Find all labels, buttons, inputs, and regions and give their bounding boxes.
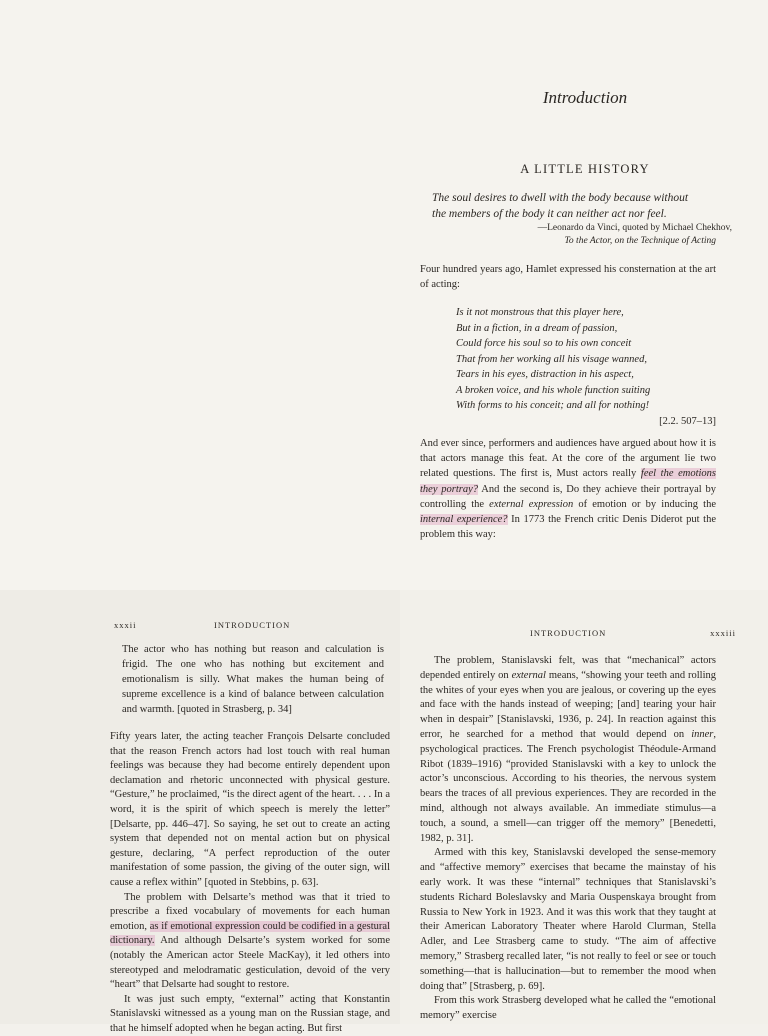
left-page-body	[110, 730, 390, 1036]
poem-line: With forms to his conceit; and all for nothing!	[456, 400, 650, 411]
epigraph-attribution: —Leonardo da Vinci, quoted by Michael Chekhov,	[537, 223, 732, 233]
page-number: xxxiii	[710, 628, 736, 638]
running-head: INTRODUCTION	[530, 628, 607, 638]
poem-reference: [2.2. 507–13]	[659, 415, 716, 427]
paragraph: From this work Strasberg developed what he called the “emotional memory” exercise	[420, 995, 716, 1022]
running-head: INTRODUCTION	[214, 620, 291, 630]
paragraph-intro: Four hundred years ago, Hamlet expressed his consternation at the art of acting:	[420, 264, 716, 291]
highlight: feel the emotions they portray?	[420, 468, 717, 495]
poem-line: That from her working all his visage wanned,	[456, 353, 647, 365]
poem-line: Could force his soul so to his own conceit	[456, 338, 632, 349]
paragraph: It was just such empty, “external” acting that Konstantin Stanislavski witnessed as a young man on the Russian stage, and that he himself adopted when he began acting. But first	[110, 993, 390, 1034]
epigraph	[432, 190, 732, 248]
paragraph-questions: And ever since, performers and audiences have argued about how it is that actors manage this feat. At the core of the argument lie two related questions. The first is, Must actors really feel the emotions they portray? And the second is, Do they achieve their portrayal by controlling the external expression of emotion or by inducing the internal experience? In 1773 the French critic Denis Diderot put the problem this way:	[420, 438, 717, 541]
epigraph-line: The soul desires to dwell with the body because without	[432, 192, 689, 204]
paragraph: The problem, Stanislavski felt, was that “mechanical” actors depended entirely on external means, “showing your teeth and rolling the whites of your eyes when you are jealous, or covering up the eyes and face with the hands instead of weeping; [and] tearing your hair when in despair” [Stanislavski, 1936, p. 24]. In reaction against this error, he searched for a method that would depend on inner, psychological practices. The French psychologist Théodule-Armand Ribot (1839–1916) “provided Stanislavski with a key to unlock the actor’s unconscious. According to his theories, the nervous system bears the traces of all previous experiences. They are recorded in the mind, although not always available. An immediate stimulus—a touch, a sound, a smell—can trigger off the memory” [Benedetti, 1982, p. 31].	[420, 655, 716, 844]
paragraph: The problem with Delsarte’s method was that it tried to prescribe a fixed vocabulary of movements for each human emotion, as if emotional expression could be codified in a gestural dictionary. And although Delsarte’s system worked for some (notably the American actor Steele MacKay), it led others into stereotyped and melodramatic gesticulation, devoid of the very “heart” that Delsarte had sought to restore.	[110, 891, 390, 991]
poem-line: Tears in his eyes, distraction in his aspect,	[456, 369, 634, 380]
highlight: as if emotional expression could be codified in a gestural dictionary.	[110, 920, 390, 947]
hamlet-quote	[456, 305, 716, 429]
section-heading: A LITTLE HISTORY	[520, 162, 650, 176]
poem-line: But in a fiction, in a dream of passion,	[456, 322, 618, 334]
poem-line: Is it not monstrous that this player here,	[456, 307, 624, 318]
epigraph-source: To the Actor, on the Technique of Acting	[564, 236, 716, 246]
poem-line: A broken voice, and his whole function suiting	[456, 384, 651, 396]
page-number: xxxii	[114, 620, 137, 630]
highlight: internal experience?	[420, 514, 508, 526]
diderot-quote: The actor who has nothing but reason and calculation is frigid. The one who has nothing but excitement and emotionalism is silly. What makes the human being of supreme excellence is a kind of balance between calculation and warmth. [quoted in Strasberg, p. 34]	[122, 644, 384, 715]
right-page-body	[420, 654, 716, 1024]
epigraph-line: the members of the body it can neither act nor feel.	[432, 208, 667, 220]
paragraph: Fifty years later, the acting teacher François Delsarte concluded that the reason French actors had lost touch with real human feelings was because they had become entirely dependent upon declamation and rhetoric unconnected with physical gesture. “Gesture,” he proclaimed, “is the direct agent of the heart. . . . In a word, it is the spirit of which speech is merely the letter” [Delsarte, pp. 446–47]. So saying, he set out to create an acting system that depended not on mental action but on physical gesture, declaring, “A perfect reproduction of the outer manifestation of some passion, the giving of the outer sign, will cause a reflex within” [quoted in Stebbins, p. 63].	[110, 731, 390, 888]
chapter-title: Introduction	[542, 88, 628, 107]
paragraph: Armed with this key, Stanislavski developed the sense-memory and “affective memory” exercises that became the mainstay of his early work. It was these “internal” techniques that Stanislavski’s students Richard Boleslavsky and Maria Ouspenskaya brought from Russia to New York in 1923. And it was this work that they taught at their American Laboratory Theater where Harold Clurman, Stella Adler, and Lee Strasberg came to study. “The aim of affective memory,” Strasberg recalled later, “is not really to feel or see or touch something—that is hallucination—but to remember the mood when doing that” [Strasberg, p. 69].	[420, 847, 716, 992]
